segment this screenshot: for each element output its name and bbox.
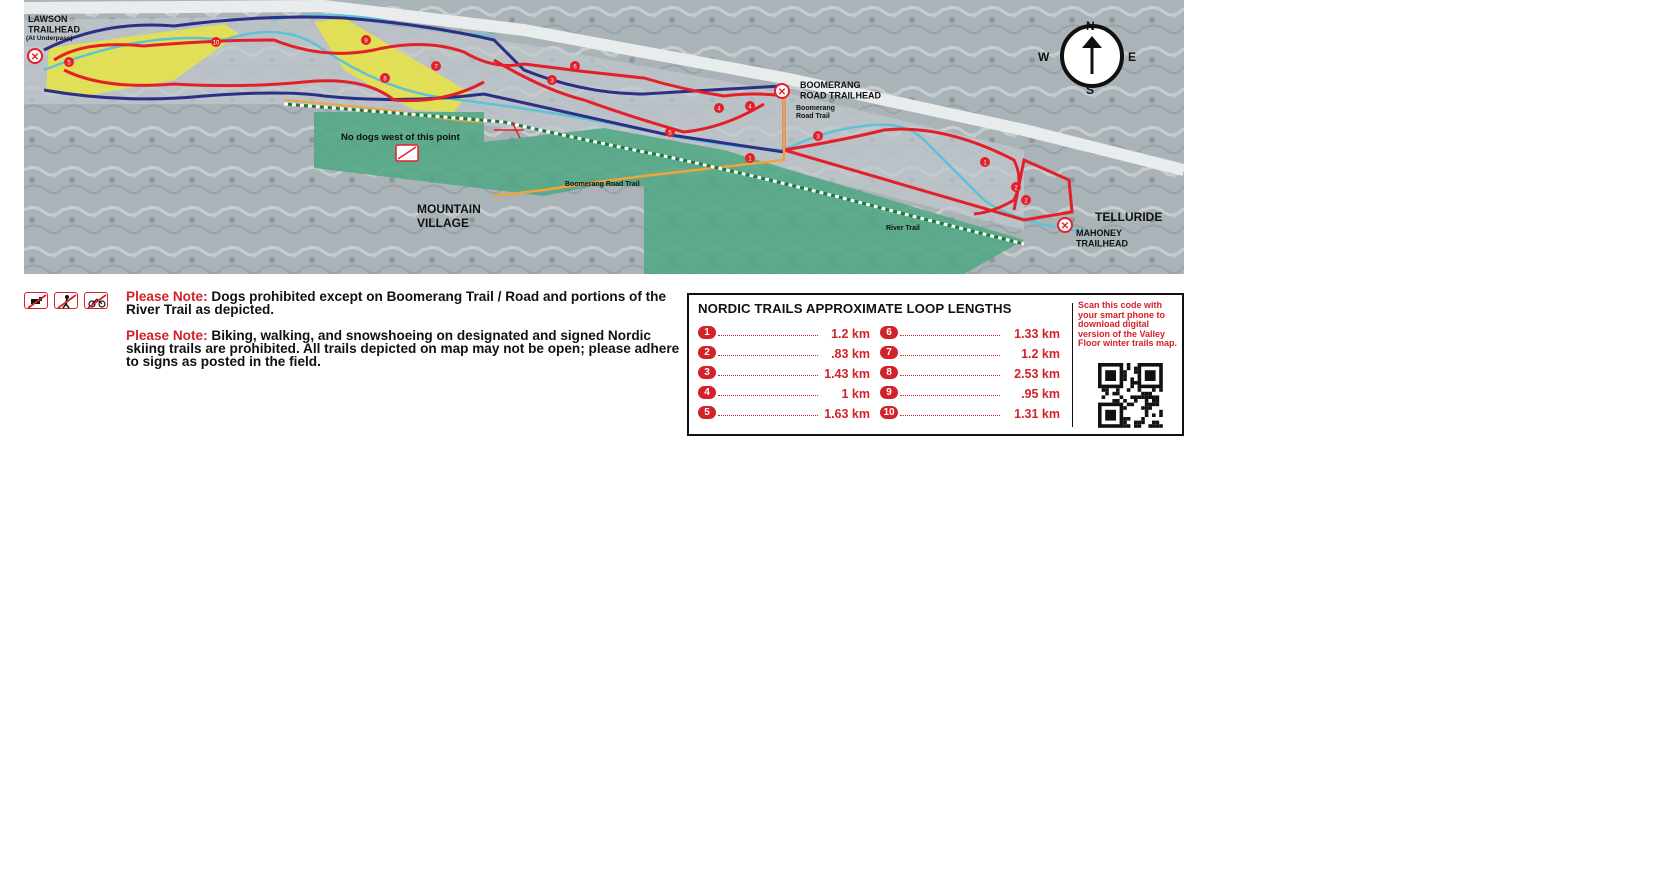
loop-leader-dots bbox=[900, 355, 1000, 356]
panel-divider bbox=[1072, 303, 1073, 427]
loop-length-value: 2.53 km bbox=[1014, 367, 1060, 381]
loop-marker bbox=[1011, 182, 1021, 192]
loop-marker bbox=[570, 61, 580, 71]
label-boomerang-road-trail-pointer: Boomerang Road Trail bbox=[796, 105, 835, 121]
loop-leader-dots bbox=[718, 395, 818, 396]
loop-length-value: 1.63 km bbox=[824, 407, 870, 421]
boomerang-trailhead-marker[interactable] bbox=[775, 84, 789, 98]
loop-marker bbox=[745, 153, 755, 163]
compass-n: N bbox=[1086, 19, 1095, 33]
label-river-trail: River Trail bbox=[886, 225, 920, 232]
trail-map[interactable] bbox=[24, 0, 1184, 274]
loop-number-badge: 6 bbox=[880, 326, 898, 339]
note-label: Please Note: bbox=[126, 289, 208, 304]
loop-number-badge: 1 bbox=[698, 326, 716, 339]
loop-leader-dots bbox=[900, 395, 1000, 396]
loop-row bbox=[698, 405, 870, 421]
note-text: Dogs prohibited except on Boomerang Trail / Road and portions of the River Trail as depicted. bbox=[126, 289, 667, 317]
note-dogs bbox=[126, 290, 686, 316]
loop-row bbox=[880, 365, 1060, 381]
loop-leader-dots bbox=[900, 375, 1000, 376]
qr-caption: Scan this code with your smart phone to download digital version of the Valley Floor winter trails map. bbox=[1078, 300, 1178, 349]
mahoney-trailhead-marker[interactable] bbox=[1058, 218, 1072, 232]
qr-code[interactable] bbox=[1084, 363, 1178, 429]
svg-text:1: 1 bbox=[983, 160, 987, 167]
label-boomerang-trailhead: BOOMERANG ROAD TRAILHEAD bbox=[800, 80, 881, 101]
label-boomerang-road-trail: Boomerang Road Trail bbox=[565, 181, 640, 188]
loop-row bbox=[880, 405, 1060, 421]
svg-text:2: 2 bbox=[1024, 198, 1028, 205]
loop-length-value: .83 km bbox=[831, 347, 870, 361]
note-text: Biking, walking, and snowshoeing on designated and signed Nordic skiing trails are prohibited. All trails depicted on map may not be open; please adhere to signs as posted in the field. bbox=[126, 328, 680, 369]
loop-marker bbox=[813, 131, 823, 141]
loop-number-badge: 9 bbox=[880, 386, 898, 399]
loop-number-badge: 8 bbox=[880, 366, 898, 379]
loop-marker bbox=[665, 127, 675, 137]
loop-marker bbox=[431, 61, 441, 71]
svg-text:3: 3 bbox=[816, 134, 820, 141]
compass-e: E bbox=[1128, 50, 1137, 64]
loop-leader-dots bbox=[900, 415, 1000, 416]
loop-leader-dots bbox=[718, 415, 818, 416]
svg-text:4: 4 bbox=[748, 104, 752, 111]
loop-number-badge: 5 bbox=[698, 406, 716, 419]
loop-length-value: 1.2 km bbox=[831, 327, 870, 341]
loop-row bbox=[880, 385, 1060, 401]
loop-marker bbox=[211, 37, 221, 47]
legend-icons bbox=[24, 292, 108, 309]
no-dogs-icon bbox=[24, 292, 48, 309]
label-mahoney-trailhead: MAHONEY TRAILHEAD bbox=[1076, 228, 1128, 249]
loop-marker bbox=[361, 35, 371, 45]
loop-length-value: 1 km bbox=[841, 387, 870, 401]
loop-number-badge: 2 bbox=[698, 346, 716, 359]
loop-marker bbox=[64, 57, 74, 67]
loop-number-badge: 7 bbox=[880, 346, 898, 359]
loop-leader-dots bbox=[900, 335, 1000, 336]
label-mountain-village: MOUNTAIN VILLAGE bbox=[417, 202, 481, 230]
loop-marker bbox=[547, 75, 557, 85]
note-trail-use bbox=[126, 329, 686, 368]
loop-number-badge: 3 bbox=[698, 366, 716, 379]
label-no-dogs: No dogs west of this point bbox=[341, 132, 460, 143]
loop-row bbox=[880, 345, 1060, 361]
svg-text:2: 2 bbox=[1014, 185, 1018, 192]
loop-marker bbox=[980, 157, 990, 167]
loop-length-value: 1.43 km bbox=[824, 367, 870, 381]
loop-number-badge: 10 bbox=[880, 406, 898, 419]
compass-w: W bbox=[1038, 50, 1050, 64]
compass-s: S bbox=[1086, 83, 1095, 97]
svg-text:7: 7 bbox=[434, 64, 438, 71]
label-lawson-sub: (At Underpass) bbox=[26, 35, 73, 42]
map-svg bbox=[24, 0, 1184, 274]
lawson-trailhead-marker[interactable] bbox=[28, 49, 42, 63]
loop-lengths-title: NORDIC TRAILS APPROXIMATE LOOP LENGTHS bbox=[698, 301, 1012, 316]
label-lawson-trailhead: LAWSON TRAILHEAD bbox=[28, 14, 80, 35]
svg-text:3: 3 bbox=[550, 78, 554, 85]
loop-row bbox=[698, 365, 870, 381]
compass-rose bbox=[1062, 26, 1122, 86]
svg-text:6: 6 bbox=[573, 64, 577, 71]
loop-leader-dots bbox=[718, 335, 818, 336]
loop-row bbox=[698, 325, 870, 341]
no-biking-icon bbox=[84, 292, 108, 309]
loop-marker bbox=[714, 103, 724, 113]
svg-text:✕: ✕ bbox=[30, 52, 40, 63]
loop-row bbox=[698, 345, 870, 361]
loop-number-badge: 4 bbox=[698, 386, 716, 399]
loop-length-value: .95 km bbox=[1021, 387, 1060, 401]
loop-length-value: 1.31 km bbox=[1014, 407, 1060, 421]
svg-text:9: 9 bbox=[364, 38, 368, 45]
loop-lengths-panel bbox=[687, 293, 1184, 436]
no-walking-icon bbox=[54, 292, 78, 309]
loop-length-value: 1.2 km bbox=[1021, 347, 1060, 361]
notes-section bbox=[126, 290, 686, 381]
loop-length-value: 1.33 km bbox=[1014, 327, 1060, 341]
loop-row bbox=[880, 325, 1060, 341]
loop-marker bbox=[745, 101, 755, 111]
loop-row bbox=[698, 385, 870, 401]
note-label: Please Note: bbox=[126, 328, 208, 343]
label-telluride: TELLURIDE bbox=[1095, 210, 1163, 224]
svg-text:10: 10 bbox=[212, 40, 220, 47]
loop-marker bbox=[380, 73, 390, 83]
svg-text:8: 8 bbox=[383, 76, 387, 83]
loop-leader-dots bbox=[718, 375, 818, 376]
loop-leader-dots bbox=[718, 355, 818, 356]
svg-text:4: 4 bbox=[717, 106, 721, 113]
svg-text:✕: ✕ bbox=[1060, 221, 1070, 232]
svg-text:1: 1 bbox=[748, 156, 752, 163]
svg-text:✕: ✕ bbox=[777, 87, 787, 98]
svg-text:5: 5 bbox=[67, 60, 71, 67]
loop-marker bbox=[1021, 195, 1031, 205]
svg-text:5: 5 bbox=[668, 130, 672, 137]
